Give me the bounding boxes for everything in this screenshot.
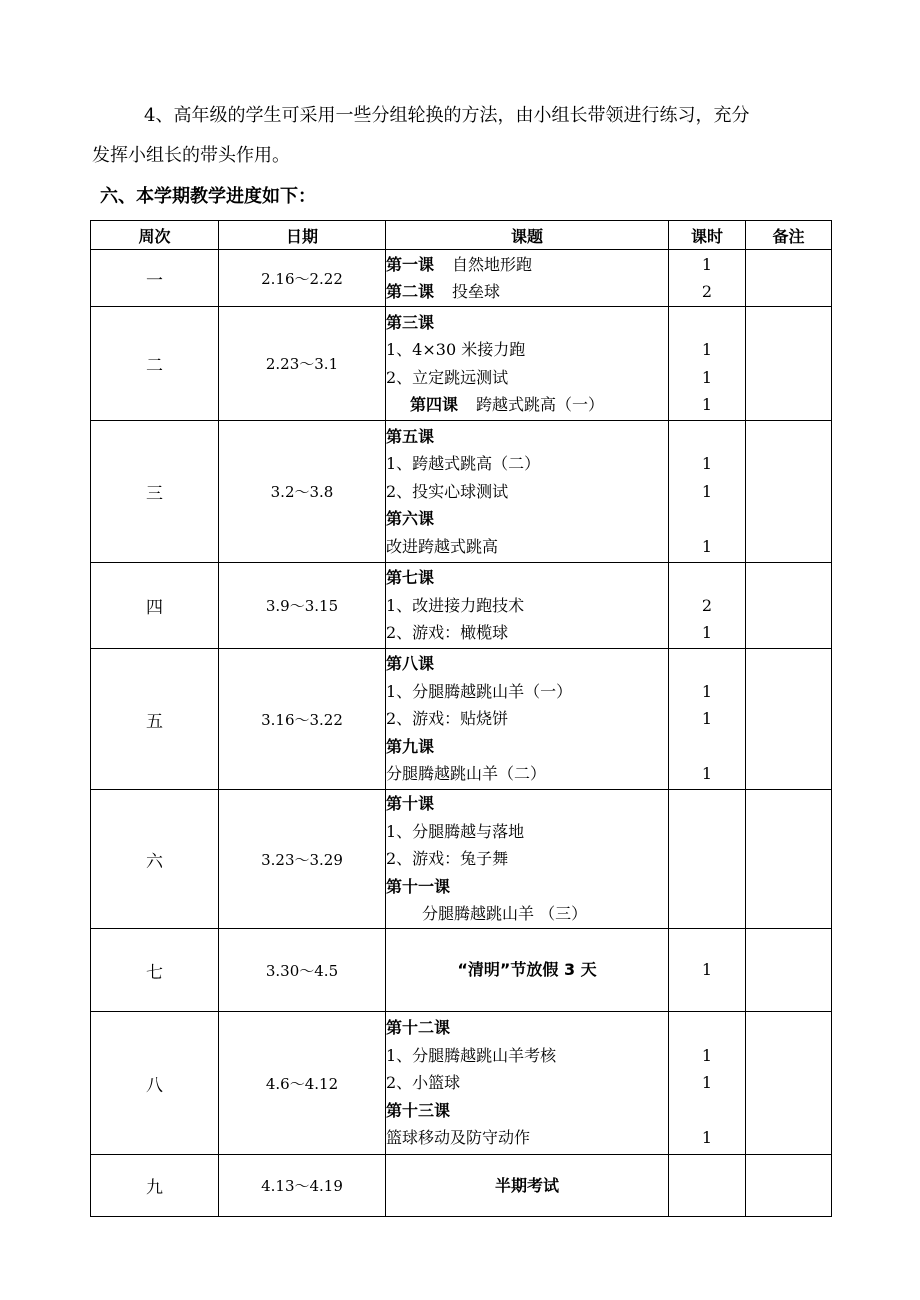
header-week: 周次 <box>91 221 219 250</box>
topic-line <box>386 818 668 846</box>
lesson-text: 跨越式跳高（一） <box>476 395 605 414</box>
hours-cell <box>669 929 746 1012</box>
header-note: 备注 <box>746 221 832 250</box>
header-topic: 课题 <box>386 221 669 250</box>
lesson-label: “清明”节放假 3 天 <box>457 960 597 980</box>
date-cell: 4.6～4.12 <box>219 1012 386 1155</box>
date-cell: 3.23～3.29 <box>219 790 386 929</box>
topic-cell <box>386 1012 669 1155</box>
table-header-row <box>91 221 832 250</box>
lesson-label: 第一课 <box>386 254 435 274</box>
topic-cell <box>386 307 669 421</box>
date-cell: 3.2～3.8 <box>219 421 386 563</box>
topic-line <box>386 278 668 306</box>
hours-value: 2 <box>701 595 713 615</box>
lesson-label: 第八课 <box>386 654 435 674</box>
note-cell <box>746 563 832 649</box>
hours-cell <box>669 1155 746 1217</box>
lesson-label: 第十三课 <box>386 1100 451 1120</box>
note-cell <box>746 790 832 929</box>
week-cell: 四 <box>91 563 219 649</box>
lesson-text: 2、游戏：贴烧饼 <box>386 709 509 729</box>
table-row <box>91 250 832 307</box>
hours-value: 1 <box>701 367 713 387</box>
topic-line <box>386 760 668 788</box>
lesson-text: 投垒球 <box>452 282 501 301</box>
topic-line <box>386 478 668 506</box>
lesson-text: 分腿腾越跳山羊（二） <box>386 764 547 784</box>
lesson-label: 第六课 <box>386 509 435 529</box>
topic-cell <box>386 563 669 649</box>
topic-line <box>386 450 668 478</box>
note-cell <box>746 1012 832 1155</box>
week-cell: 六 <box>91 790 219 929</box>
topic-line <box>386 900 668 928</box>
intro-line-2: 发挥小组长的带头作用。 <box>92 145 290 166</box>
intro-line-1: 4、高年级的学生可采用一些分组轮换的方法，由小组长带领进行练习，充分 <box>144 105 750 126</box>
lesson-text: 改进跨越式跳高 <box>386 536 499 556</box>
schedule-table <box>90 220 832 1217</box>
lesson-text: 1、4×30 米接力跑 <box>386 340 526 359</box>
note-cell <box>746 421 832 563</box>
lesson-text: 1、分腿腾越与落地 <box>386 821 525 841</box>
topic-line <box>386 619 668 647</box>
hours-value <box>669 423 745 451</box>
hours-cell <box>669 421 746 563</box>
hours-value: 1 <box>701 709 713 729</box>
topic-line <box>386 650 668 678</box>
lesson-label: 半期考试 <box>494 1175 559 1195</box>
week-cell: 七 <box>91 929 219 1012</box>
hours-cell <box>669 1012 746 1155</box>
topic-line <box>386 1042 668 1070</box>
week-cell: 三 <box>91 421 219 563</box>
note-cell <box>746 929 832 1012</box>
hours-value: 1 <box>701 1045 713 1065</box>
week-cell: 一 <box>91 250 219 307</box>
topic-line <box>386 592 668 620</box>
hours-value <box>669 650 745 678</box>
topic-line <box>386 505 668 533</box>
topic-line <box>386 533 668 561</box>
hours-value <box>669 845 745 873</box>
note-cell <box>746 649 832 790</box>
section-heading: 六、本学期教学进度如下： <box>100 186 316 207</box>
lesson-text: 1、分腿腾越跳山羊考核 <box>386 1045 557 1065</box>
topic-cell <box>386 929 669 1012</box>
hours-value <box>669 505 745 533</box>
hours-value: 1 <box>701 254 713 274</box>
week-cell: 八 <box>91 1012 219 1155</box>
hours-cell <box>669 790 746 929</box>
table-row <box>91 307 832 421</box>
topic-line <box>386 733 668 761</box>
hours-value: 1 <box>701 1073 713 1093</box>
date-cell: 4.13～4.19 <box>219 1155 386 1217</box>
week-cell: 九 <box>91 1155 219 1217</box>
hours-value: 1 <box>701 454 713 474</box>
topic-line <box>386 251 668 279</box>
lesson-label: 第二课 <box>386 282 435 301</box>
date-cell: 2.16～2.22 <box>219 250 386 307</box>
table-row <box>91 1012 832 1155</box>
table-row <box>91 790 832 929</box>
hours-value <box>669 873 745 901</box>
hours-value <box>669 1097 745 1125</box>
week-cell: 五 <box>91 649 219 790</box>
lesson-text: 1、跨越式跳高（二） <box>386 454 541 474</box>
topic-line <box>386 678 668 706</box>
topic-line <box>386 1097 668 1125</box>
header-date: 日期 <box>219 221 386 250</box>
lesson-label: 第三课 <box>386 312 435 332</box>
lesson-label: 第四课 <box>410 395 459 414</box>
hours-value <box>669 900 745 928</box>
hours-value: 1 <box>701 623 713 643</box>
lesson-label: 第七课 <box>386 568 435 588</box>
hours-value <box>669 790 745 818</box>
hours-value <box>669 733 745 761</box>
date-cell: 3.30～4.5 <box>219 929 386 1012</box>
lesson-text: 2、小篮球 <box>386 1073 461 1093</box>
lesson-text: 分腿腾越跳山羊 （三） <box>422 904 588 924</box>
header-hours: 课时 <box>669 221 746 250</box>
lesson-text: 1、分腿腾越跳山羊（一） <box>386 681 573 701</box>
hours-value <box>669 1014 745 1042</box>
topic-line <box>386 309 668 337</box>
table-row <box>91 421 832 563</box>
hours-cell <box>669 250 746 307</box>
note-cell <box>746 1155 832 1217</box>
week-cell: 二 <box>91 307 219 421</box>
hours-value: 1 <box>701 481 713 501</box>
topic-line <box>386 790 668 818</box>
hours-value: 1 <box>701 681 713 701</box>
hours-value <box>669 1172 745 1200</box>
topic-line <box>386 423 668 451</box>
topic-cell <box>386 421 669 563</box>
hours-cell <box>669 649 746 790</box>
hours-value: 1 <box>701 1128 713 1148</box>
topic-line <box>386 956 668 984</box>
topic-line <box>386 705 668 733</box>
topic-line <box>386 391 668 419</box>
date-cell: 2.23～3.1 <box>219 307 386 421</box>
hours-value <box>669 564 745 592</box>
topic-cell <box>386 1155 669 1217</box>
lesson-text: 2、投实心球测试 <box>386 481 509 501</box>
table-row <box>91 1155 832 1217</box>
topic-line <box>386 873 668 901</box>
hours-cell <box>669 307 746 421</box>
table-row <box>91 563 832 649</box>
topic-line <box>386 1069 668 1097</box>
date-cell: 3.16～3.22 <box>219 649 386 790</box>
topic-line <box>386 1014 668 1042</box>
note-cell <box>746 307 832 421</box>
lesson-text: 2、立定跳远测试 <box>386 367 509 387</box>
lesson-text: 2、游戏：橄榄球 <box>386 623 509 643</box>
topic-line <box>386 845 668 873</box>
lesson-text: 篮球移动及防守动作 <box>386 1128 531 1148</box>
topic-cell <box>386 790 669 929</box>
lesson-label: 第五课 <box>386 426 435 446</box>
hours-value <box>669 309 745 337</box>
intro-paragraph <box>92 96 862 176</box>
lesson-label: 第十二课 <box>386 1018 451 1038</box>
note-cell <box>746 250 832 307</box>
topic-line <box>386 564 668 592</box>
hours-value: 1 <box>701 960 713 980</box>
topic-line <box>386 336 668 364</box>
hours-value <box>669 818 745 846</box>
topic-line <box>386 364 668 392</box>
hours-value: 1 <box>701 764 713 784</box>
table-row <box>91 929 832 1012</box>
lesson-text: 1、改进接力跑技术 <box>386 595 525 615</box>
date-cell: 3.9～3.15 <box>219 563 386 649</box>
lesson-label: 第十一课 <box>386 876 451 896</box>
table-row <box>91 649 832 790</box>
lesson-text: 2、游戏：兔子舞 <box>386 849 509 869</box>
lesson-text: 自然地形跑 <box>452 254 533 274</box>
hours-value: 1 <box>701 340 713 359</box>
hours-value: 1 <box>701 536 713 556</box>
hours-value: 1 <box>701 395 713 414</box>
lesson-label: 第十课 <box>386 794 435 814</box>
lesson-label: 第九课 <box>386 736 435 756</box>
hours-cell <box>669 563 746 649</box>
topic-line <box>386 1124 668 1152</box>
topic-cell <box>386 250 669 307</box>
topic-line <box>386 1172 668 1200</box>
topic-cell <box>386 649 669 790</box>
hours-value: 2 <box>701 282 713 301</box>
